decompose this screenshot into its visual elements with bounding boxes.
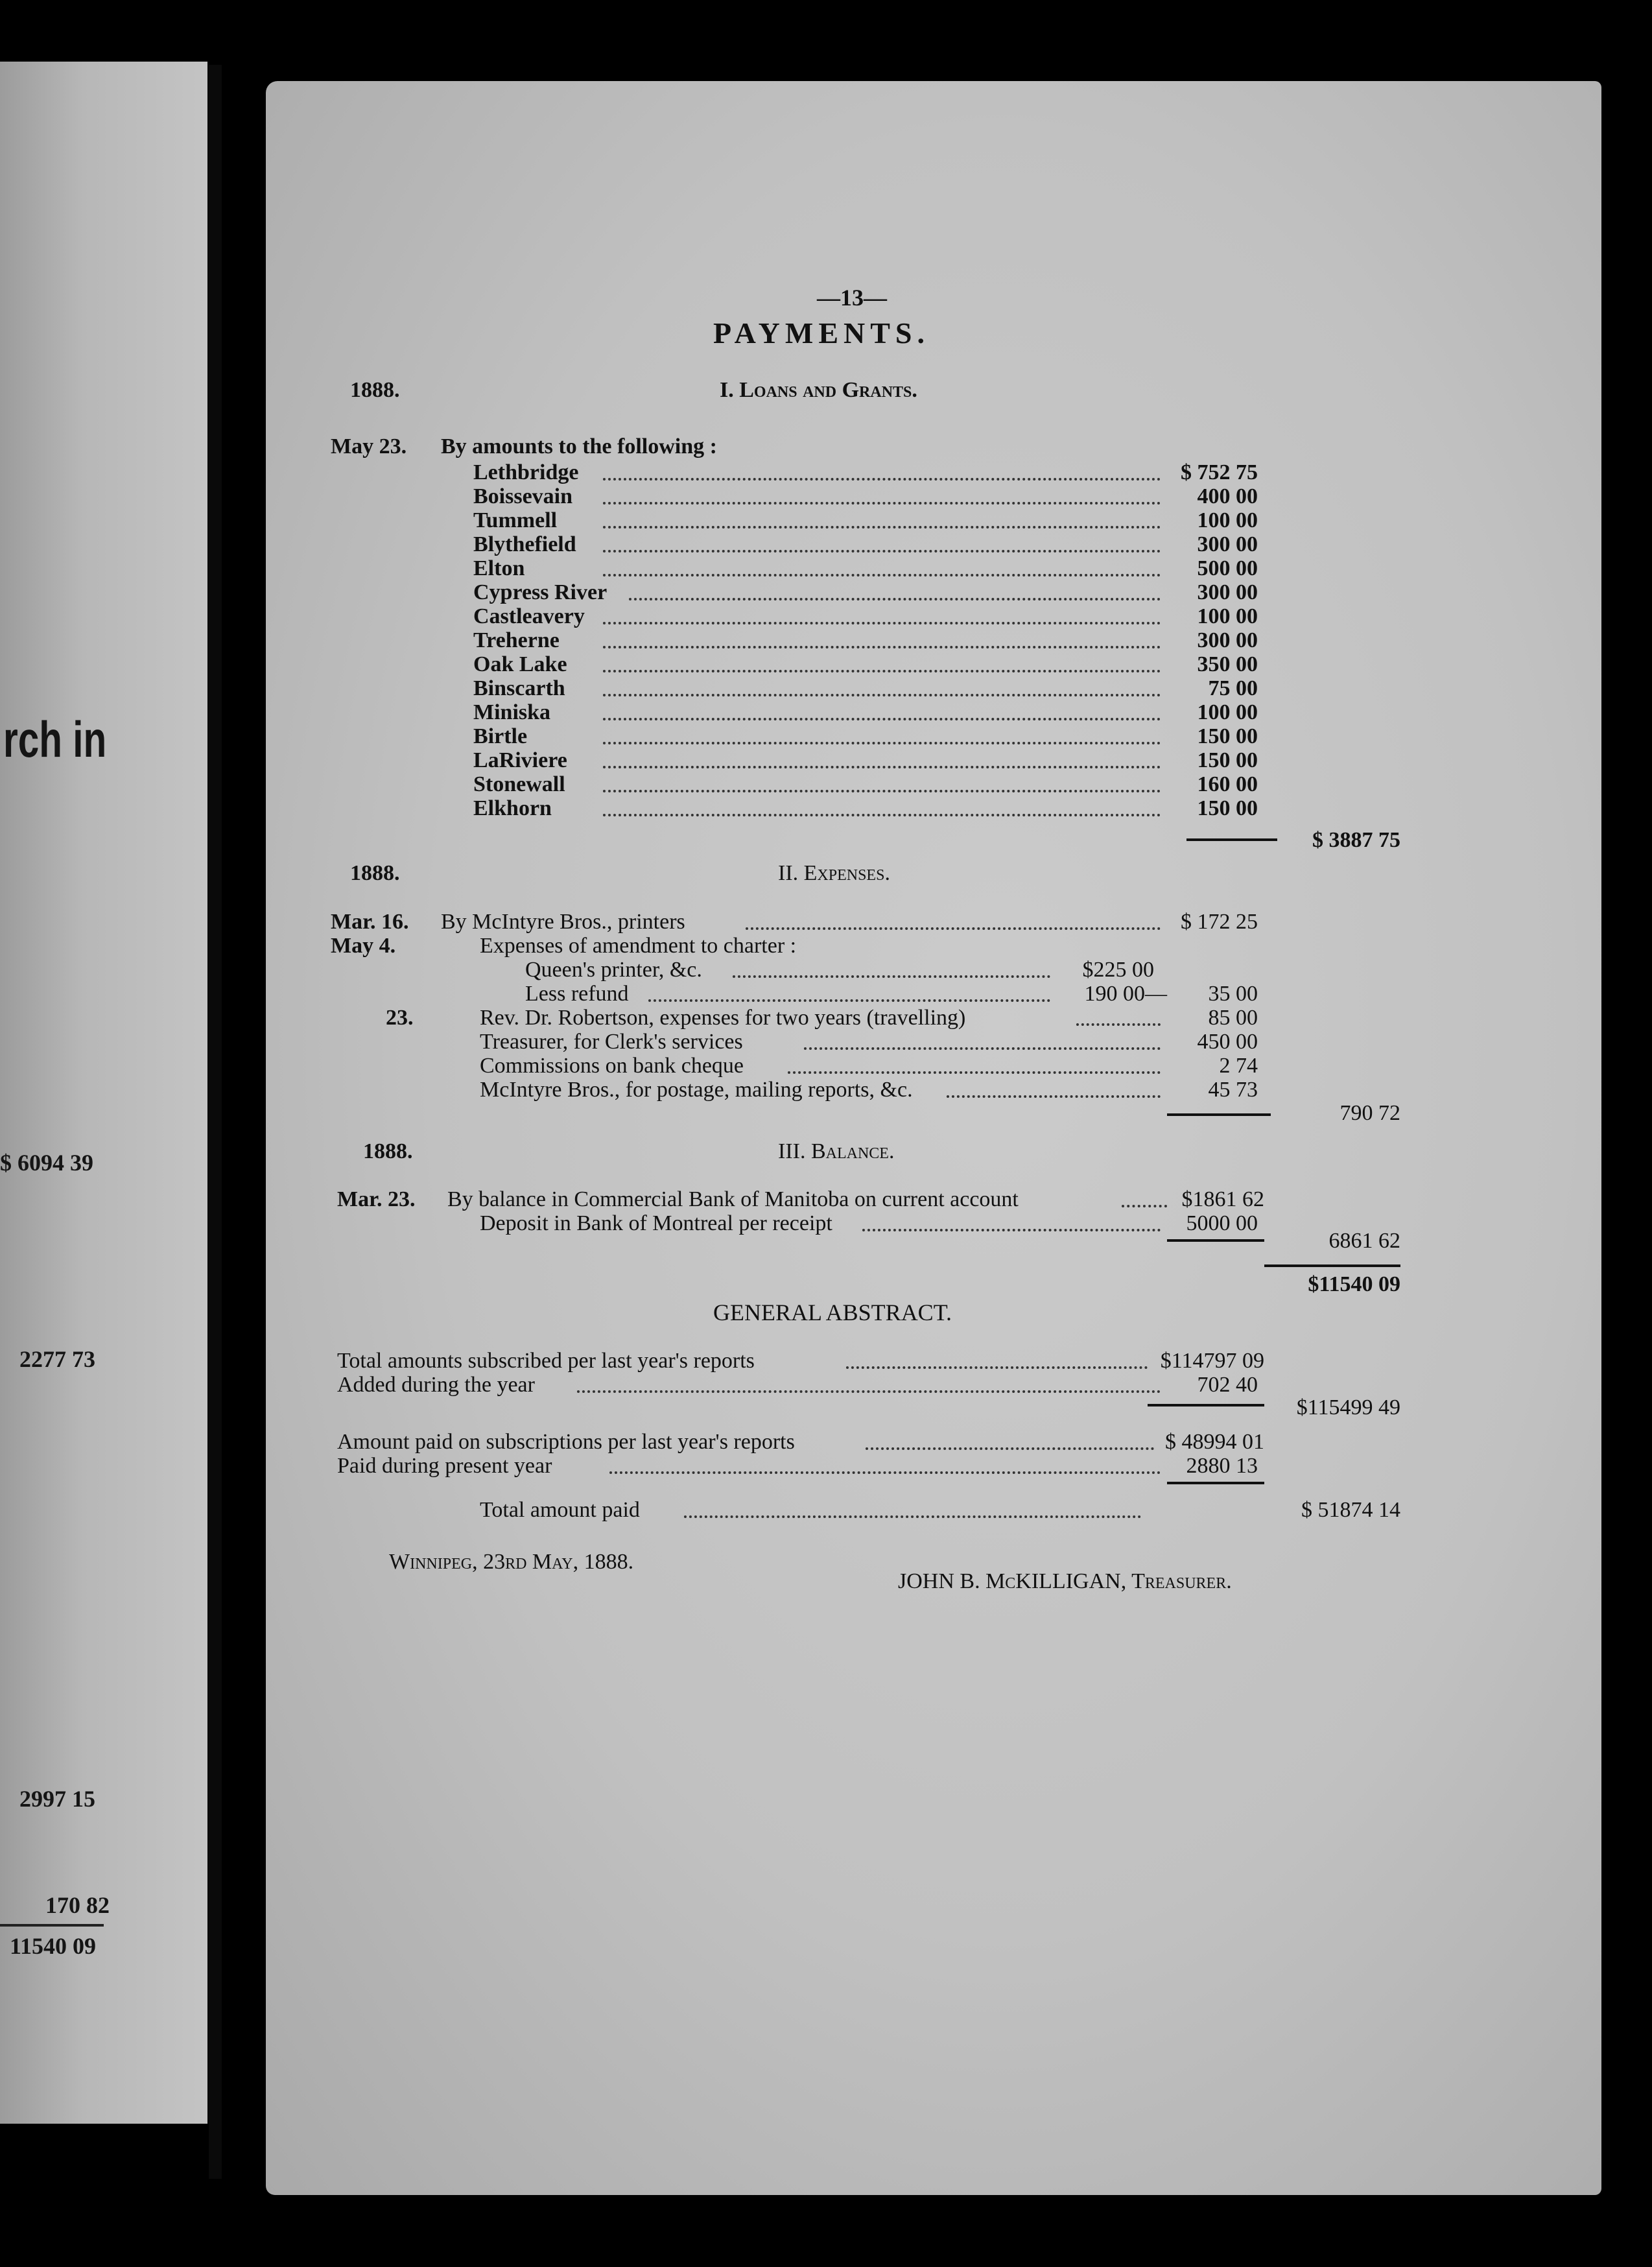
loan-amount: 150 00: [1197, 724, 1258, 748]
entry-date: May 23.: [331, 434, 407, 458]
left-page-fragment: [0, 62, 207, 2124]
loan-amount: 75 00: [1208, 676, 1258, 700]
loan-name: Lethbridge: [473, 460, 579, 484]
balance-amount: 5000 00: [1186, 1211, 1258, 1235]
subtotal-rule: [1167, 1482, 1264, 1484]
expense-amount: 450 00: [1197, 1030, 1258, 1054]
dot-leader: [603, 622, 1161, 624]
left-page-amount: 2997 15: [19, 1786, 95, 1812]
expense-text: Treasurer, for Clerk's services: [480, 1030, 743, 1054]
loan-name: Blythefield: [473, 532, 576, 556]
grand-total: $11540 09: [1308, 1272, 1400, 1296]
binding-spine: [209, 65, 222, 2179]
dot-leader: [846, 1366, 1148, 1369]
dot-leader: [862, 1229, 1161, 1231]
section-year: 1888.: [350, 378, 400, 402]
abstract-amount: $ 48994 01: [1165, 1430, 1264, 1454]
page-number: —13—: [817, 285, 887, 311]
entry-date: Mar. 16.: [331, 910, 409, 934]
abstract-text: Added during the year: [337, 1373, 535, 1397]
dot-leader: [603, 718, 1161, 720]
loan-name: Oak Lake: [473, 652, 567, 676]
dot-leader: [603, 502, 1161, 504]
expense-text: Expenses of amendment to charter :: [480, 934, 797, 958]
loan-amount: 150 00: [1197, 748, 1258, 772]
section-year: 1888.: [350, 861, 400, 885]
loans-intro: By amounts to the following :: [441, 434, 717, 458]
expense-subamount: $225 00: [1082, 958, 1154, 982]
loan-amount: 500 00: [1197, 556, 1258, 580]
dot-leader: [603, 574, 1161, 576]
loan-name: Castleavery: [473, 604, 585, 628]
dot-leader: [746, 927, 1161, 930]
abstract-amount: $114797 09: [1160, 1349, 1264, 1373]
left-page-rule: [0, 1924, 104, 1927]
entry-date: May 4.: [331, 934, 396, 958]
subtotal-rule: [1167, 1113, 1271, 1116]
left-page-heading: rch in: [3, 711, 107, 768]
balance-text: Deposit in Bank of Montreal per receipt: [480, 1211, 832, 1235]
left-page-amount: $ 6094 39: [0, 1150, 93, 1176]
loan-name: Birtle: [473, 724, 528, 748]
dot-leader: [603, 694, 1161, 696]
dot-leader: [603, 526, 1161, 528]
balance-text: By balance in Commercial Bank of Manitoba on current account: [447, 1187, 1019, 1211]
loan-amount: $ 752 75: [1181, 460, 1258, 484]
dot-leader: [609, 1471, 1161, 1474]
expense-amount: $ 172 25: [1181, 910, 1258, 934]
expenses-total: 790 72: [1339, 1101, 1400, 1125]
dot-leader: [603, 670, 1161, 672]
loan-name: Tummell: [473, 508, 558, 532]
entry-date: 23.: [386, 1006, 414, 1030]
loan-name: Miniska: [473, 700, 551, 724]
abstract-text: Total amounts subscribed per last year's reports: [337, 1349, 755, 1373]
dot-leader: [603, 766, 1161, 768]
abstract-total: $ 51874 14: [1301, 1498, 1400, 1522]
expense-text: Less refund: [525, 982, 629, 1006]
expense-text: By McIntyre Bros., printers: [441, 910, 685, 934]
loan-amount: 160 00: [1197, 772, 1258, 796]
loan-name: Cypress River: [473, 580, 608, 604]
dot-leader: [603, 646, 1161, 648]
expense-amount: 35 00: [1208, 982, 1258, 1006]
page: [266, 81, 1601, 2195]
balance-total: 6861 62: [1328, 1229, 1400, 1253]
left-page-amount: 11540 09: [10, 1933, 97, 1959]
dot-leader: [733, 975, 1050, 978]
expense-amount: 45 73: [1208, 1078, 1258, 1102]
dot-leader: [648, 999, 1050, 1002]
loan-amount: 300 00: [1197, 628, 1258, 652]
loan-name: Treherne: [473, 628, 560, 652]
section-heading-loans: I. Loans and Grants.: [720, 378, 917, 402]
dot-leader: [629, 598, 1161, 600]
expense-subamount: 190 00—: [1084, 982, 1167, 1006]
dot-leader: [603, 790, 1161, 792]
loan-amount: 150 00: [1197, 796, 1258, 820]
dot-leader: [788, 1071, 1161, 1074]
abstract-text: Amount paid on subscriptions per last year's reports: [337, 1430, 795, 1454]
dot-leader: [577, 1390, 1161, 1393]
total-rule: [1264, 1264, 1400, 1267]
place-date: Winnipeg, 23rd May, 1888.: [389, 1550, 634, 1574]
loan-name: Elkhorn: [473, 796, 552, 820]
abstract-amount: 2880 13: [1186, 1454, 1258, 1478]
loan-name: Binscarth: [473, 676, 565, 700]
loan-amount: 400 00: [1197, 484, 1258, 508]
expense-text: Commissions on bank cheque: [480, 1054, 744, 1078]
page-title: PAYMENTS.: [713, 316, 930, 350]
abstract-heading: GENERAL ABSTRACT.: [713, 1300, 952, 1325]
loan-amount: 350 00: [1197, 652, 1258, 676]
dot-leader: [684, 1515, 1141, 1518]
loan-amount: 100 00: [1197, 604, 1258, 628]
dot-leader: [603, 550, 1161, 552]
abstract-text: Paid during present year: [337, 1454, 552, 1478]
treasurer-signature: JOHN B. McKILLIGAN, Treasurer.: [898, 1569, 1232, 1593]
abstract-total: $115499 49: [1296, 1395, 1400, 1419]
expense-amount: 2 74: [1219, 1054, 1258, 1078]
loans-total: $ 3887 75: [1312, 828, 1400, 852]
expense-amount: 85 00: [1208, 1006, 1258, 1030]
entry-date: Mar. 23.: [337, 1187, 416, 1211]
loan-name: Boissevain: [473, 484, 573, 508]
abstract-amount: 702 40: [1197, 1373, 1258, 1397]
section-heading-balance: III. Balance.: [778, 1139, 895, 1163]
dot-leader: [1076, 1023, 1161, 1026]
dot-leader: [603, 742, 1161, 744]
dot-leader: [804, 1047, 1161, 1050]
expense-text: Rev. Dr. Robertson, expenses for two years (travelling): [480, 1006, 966, 1030]
loan-amount: 100 00: [1197, 508, 1258, 532]
section-heading-expenses: II. Expenses.: [778, 861, 890, 885]
loan-name: Stonewall: [473, 772, 565, 796]
loan-name: Elton: [473, 556, 525, 580]
loan-amount: 100 00: [1197, 700, 1258, 724]
left-page-amount: 170 82: [45, 1892, 110, 1918]
subtotal-rule: [1167, 1239, 1264, 1242]
expense-text: McIntyre Bros., for postage, mailing reports, &c.: [480, 1078, 913, 1102]
loan-amount: 300 00: [1197, 532, 1258, 556]
loan-name: LaRiviere: [473, 748, 567, 772]
dot-leader: [603, 478, 1161, 481]
dot-leader: [866, 1447, 1154, 1450]
balance-amount: $1861 62: [1181, 1187, 1264, 1211]
abstract-text: Total amount paid: [480, 1498, 640, 1522]
loan-amount: 300 00: [1197, 580, 1258, 604]
left-page-amount: 2277 73: [19, 1346, 95, 1372]
section-year: 1888.: [363, 1139, 413, 1163]
dot-leader: [947, 1095, 1161, 1098]
expense-text: Queen's printer, &c.: [525, 958, 702, 982]
dot-leader: [603, 814, 1161, 816]
